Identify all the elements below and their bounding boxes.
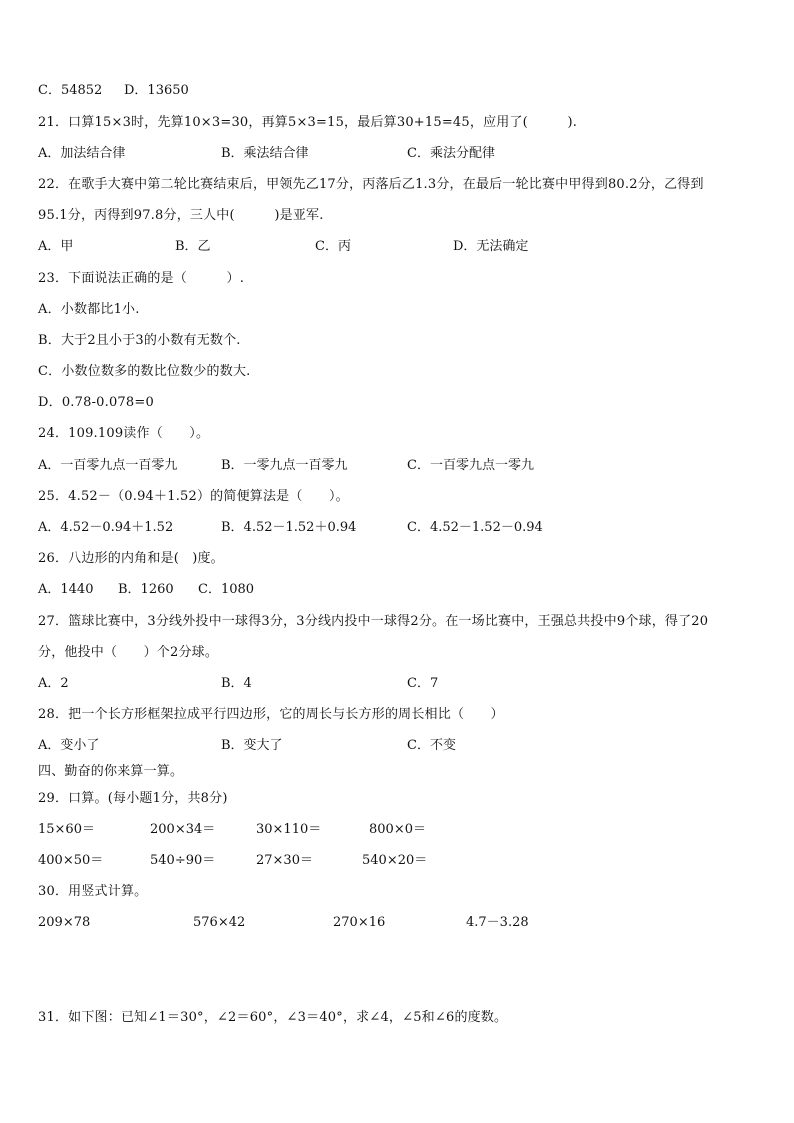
option-a: A．4.52－0.94＋1.52: [38, 520, 174, 535]
mental-calc-item: 540×20＝: [362, 853, 428, 868]
option-a: A．甲: [38, 239, 74, 254]
column-calc-item: 576×42: [193, 915, 246, 930]
option-c: C．丙: [315, 239, 351, 254]
question-31-stem: 31．如下图：已知∠1＝30°，∠2＝60°，∠3＝40°，求∠4，∠5和∠6的度数。: [38, 1010, 508, 1025]
option-a: A．加法结合律: [38, 146, 126, 161]
question-24-stem: 24．109.109读作（ ）。: [38, 426, 210, 441]
question-23-option-a: A．小数都比1小.: [38, 302, 140, 317]
mental-calc-item: 400×50＝: [38, 853, 104, 868]
question-23-stem: 23．下面说法正确的是（ ）.: [38, 271, 245, 286]
option-a: A．变小了: [38, 738, 100, 753]
mental-calc-item: 30×110＝: [256, 822, 322, 837]
column-calc-item: 209×78: [38, 915, 91, 930]
column-calc-item: 4.7－3.28: [466, 915, 529, 930]
question-22-stem-line1: 22．在歌手大赛中第二轮比赛结束后，甲领先乙17分，丙落后乙1.3分，在最后一轮比赛中甲得到80.2分，乙得到: [38, 177, 704, 192]
question-23-option-c: C．小数位数多的数比位数少的数大.: [38, 364, 251, 379]
option-c: C．54852: [38, 83, 103, 98]
option-d: D．13650: [124, 83, 189, 98]
option-b: B．乘法结合律: [221, 146, 309, 161]
question-28-stem: 28．把一个长方形框架拉成平行四边形，它的周长与长方形的周长相比（ ）: [38, 707, 504, 722]
option-a: A．2: [38, 676, 69, 691]
question-25-stem: 25．4.52－（0.94＋1.52）的简便算法是（ ）。: [38, 489, 349, 504]
question-27-stem-line2: 分，他投中（ ）个2分球。: [38, 645, 219, 660]
mental-calc-item: 15×60＝: [38, 822, 95, 837]
question-22-stem-line2: 95.1分，丙得到97.8分，三人中( )是亚军.: [38, 208, 324, 223]
mental-calc-item: 540÷90＝: [150, 853, 216, 868]
mental-calc-item: 27×30＝: [256, 853, 313, 868]
option-b: B．4.52－1.52＋0.94: [221, 520, 357, 535]
question-30-stem: 30．用竖式计算。: [38, 884, 148, 899]
option-c: C．1080: [198, 582, 255, 597]
mental-calc-item: 200×34＝: [150, 822, 216, 837]
question-29-stem: 29．口算。(每小题1分，共8分): [38, 791, 228, 806]
option-b: B．1260: [118, 582, 174, 597]
question-23-option-d: D．0.78-0.078=0: [38, 395, 154, 410]
question-27-stem-line1: 27．篮球比赛中，3分线外投中一球得3分，3分线内投中一球得2分。在一场比赛中，王强总共投中9个球，得了20: [38, 614, 709, 629]
question-26-stem: 26．八边形的内角和是( )度。: [38, 551, 224, 566]
option-d: D．无法确定: [453, 239, 529, 254]
option-c: C．一百零九点一零九: [407, 458, 534, 473]
option-b: B．一零九点一百零九: [221, 458, 348, 473]
option-b: B．4: [221, 676, 252, 691]
column-calc-item: 270×16: [333, 915, 386, 930]
option-c: C．不变: [407, 738, 456, 753]
option-c: C．4.52－1.52－0.94: [407, 520, 543, 535]
section-4-title: 四、勤奋的你来算一算。: [38, 764, 184, 779]
option-c: C．乘法分配律: [407, 146, 495, 161]
question-23-option-b: B．大于2且小于3的小数有无数个.: [38, 333, 241, 348]
option-a: A．1440: [38, 582, 94, 597]
question-21-stem: 21．口算15×3时，先算10×3=30，再算5×3=15，最后算30+15=45，应用了( ).: [38, 115, 578, 130]
option-b: B．变大了: [221, 738, 283, 753]
option-a: A．一百零九点一百零九: [38, 458, 178, 473]
option-b: B．乙: [175, 239, 211, 254]
option-c: C．7: [407, 676, 439, 691]
mental-calc-item: 800×0＝: [369, 822, 426, 837]
